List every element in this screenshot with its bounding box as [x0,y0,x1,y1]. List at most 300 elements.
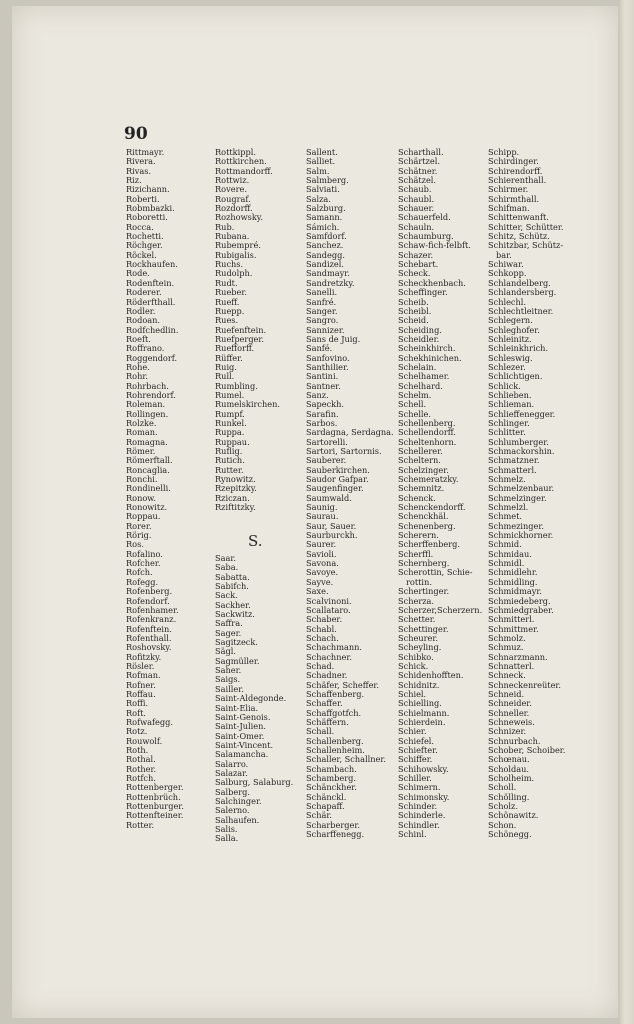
name-entry: Rottenbrüch. [126,791,181,802]
name-entry: Schmidau. [488,548,532,559]
name-entry: Schadner. [306,670,348,681]
name-entry: Schitter, Schütter. [488,221,564,232]
name-entry: Schaller, Schallner. [306,754,386,765]
name-entry: Schidenhofften. [398,670,464,681]
name-entry: Sarbos. [306,417,338,428]
name-entry: Scheffinger. [398,287,448,298]
name-entry: Scheid. [398,315,429,326]
name-entry: Rodenftein. [126,277,175,288]
name-entry: Schad. [306,660,335,671]
name-entry: Schlieman. [488,399,535,410]
name-entry: Saint-Omer. [215,730,265,741]
name-entry: Rull. [215,371,235,382]
name-entry: Rofenthall. [126,632,172,643]
name-entry: Schlinger. [488,417,530,428]
name-entry: Schlechl. [488,296,527,307]
name-entry: Schamberg. [306,773,356,784]
name-entry: Salza. [306,193,331,204]
name-entry: Rueber. [215,287,247,298]
name-entry: Schlieffenegger. [488,408,556,419]
name-column-2 [215,148,280,512]
name-entry: Schettinger. [398,623,449,634]
name-entry: Scharberger. [306,819,360,830]
name-entry: Schekhinichen. [398,352,462,363]
name-entry: Sandizel. [306,259,345,270]
name-entry: Rofner. [126,679,156,690]
name-entry: Schmidlehr. [488,567,538,578]
name-entry: Sayve. [306,576,334,587]
name-entry: Schittenwanft. [488,212,549,223]
name-entry: Rofwafegg. [126,716,173,727]
name-entry: Rofenhamer. [126,604,179,615]
name-entry: Schifman. [488,203,530,214]
name-entry: Schaw-fich-felbft. [398,240,471,251]
name-entry: Rodfchedlin. [126,324,179,335]
name-entry: Rouwolf. [126,735,163,746]
name-entry: Sardagna, Serdagna. [306,427,394,438]
name-entry: Schiwar. [488,259,524,270]
name-entry: Rüffer. [215,352,243,363]
name-entry: Roth. [126,745,149,755]
name-entry: Rofalino. [126,548,163,559]
name-entry: Sagitzeck. [215,637,258,648]
name-entry: Scheinkhirch. [398,343,456,354]
name-entry: Scheiding. [398,324,442,335]
name-entry: Schachner. [306,651,352,662]
name-entry: Schellenberg. [398,417,456,428]
name-entry: Sallent. [306,147,338,157]
name-entry: Saint-Julien. [215,721,266,732]
name-entry: Schlandelberg. [488,277,551,288]
name-entry: Ruefperger. [215,333,265,344]
name-entry: Schlegern. [488,315,533,326]
name-entry: Röckel. [126,249,157,260]
name-entry: Robmbazki. [126,203,175,214]
name-entry: Schmolz. [488,632,526,643]
name-entry: Roggendorf. [126,352,178,363]
name-entry: Schmitterl. [488,614,535,625]
name-entry: Ruppa. [215,427,245,438]
name-entry: Rozdorff. [215,203,253,214]
name-entry: Scherern. [398,530,439,541]
name-entry: Schneid. [488,688,525,699]
name-entry: Rottwiz. [215,175,250,186]
name-entry: Schach. [306,632,339,643]
name-entry: Schemnitz. [398,483,445,494]
name-entry: Rivera. [126,156,156,167]
name-entry: Schäfer, Scheffer. [306,679,380,690]
name-entry: Salarro. [215,758,249,769]
name-entry: Schiel. [398,688,427,699]
name-entry: Schapaff. [306,801,345,812]
name-entry: Scheckhenbach. [398,277,466,288]
name-entry: Rumbling. [215,380,258,391]
name-entry: Ruflig. [215,446,243,456]
name-entry: Schielmann. [398,707,450,718]
name-entry: Schmiedeberg. [488,595,551,606]
name-entry: Rizichann. [126,184,170,195]
name-entry: Schauer. [398,203,435,214]
name-entry: Ros. [126,539,144,550]
name-entry: Savoye. [306,567,339,578]
name-entry: Schabl. [306,623,337,634]
name-entry: Rofitzky. [126,651,162,662]
name-entry: Rofenkranz. [126,614,177,625]
name-entry: Roderer. [126,287,162,298]
name-entry: Rivas. [126,165,152,176]
name-entry: Schimern. [398,782,441,793]
name-entry: Schelzinger. [398,464,449,475]
name-entry: Ronchi. [126,474,158,485]
name-entry: Schär. [306,810,332,821]
name-entry: Schneider. [488,698,532,709]
name-entry: Schlandersberg. [488,287,557,298]
name-entry: Ruppau. [215,436,250,447]
name-entry: Ruefforff. [215,343,255,354]
name-entry: Schleinitz. [488,333,532,344]
name-entry: Schneller. [488,707,530,718]
name-entry: Rofman. [126,670,161,681]
name-entry: Rubempré. [215,240,261,251]
name-entry: Sailler. [215,683,244,694]
name-entry: Riz. [126,175,142,186]
name-entry: Rumelskirchen. [215,399,280,410]
name-entry: Sackher. [215,599,251,610]
name-entry: Ronow. [126,492,156,503]
name-entry: Sager. [215,627,242,638]
name-entry: Sandegg. [306,249,345,260]
name-entry: Scallataro. [306,604,351,615]
name-entry: rottin. [406,576,432,587]
name-entry: Schallenberg. [306,735,364,746]
name-entry: Scholheim. [488,773,535,784]
name-entry: Scholl. [488,782,517,793]
name-entry: Schlick. [488,380,521,391]
name-entry: Schaub. [398,184,432,195]
name-entry: Schmittmer. [488,623,539,634]
name-entry: Rutich. [215,455,245,466]
name-entry: Salazar. [215,767,248,778]
name-entry: Schenenberg. [398,520,456,531]
name-entry: Saunig. [306,502,338,513]
name-entry: Schnurbach. [488,735,541,746]
name-entry: Schiller. [398,773,432,784]
name-entry: Saint-Elia. [215,702,259,713]
name-entry: Rotter. [126,819,155,830]
name-entry: Rofendorf. [126,595,170,606]
name-entry: Ruefenftein. [215,324,267,335]
name-entry: Rorer. [126,520,152,531]
name-entry: Schänckher. [306,782,357,793]
name-entry: Schinderle. [398,810,446,821]
name-entry: Scharthall. [398,147,444,157]
name-entry: Scharffenegg. [306,829,365,840]
name-entry: Schellendorff. [398,427,456,438]
name-entry: Rottmandorff. [215,165,273,176]
name-entry: Schmidl. [488,558,525,569]
name-entry: bar. [496,249,512,260]
name-entry: Salberg. [215,786,250,797]
name-entry: Schemeratzky. [398,474,459,485]
name-column-4 [398,148,482,839]
name-entry: Schebart. [398,259,439,270]
name-entry: Schaber. [306,614,343,625]
name-entry: Scherffl. [398,548,434,559]
name-entry: Schiefter. [398,745,438,755]
name-entry: Schell. [398,399,427,410]
name-entry: Schelain. [398,361,437,372]
name-entry: Rockhaufen. [126,259,178,270]
name-entry: Rotfch. [126,773,156,784]
name-entry: Schenck. [398,492,436,503]
name-entry: Rutter. [215,464,244,475]
name-entry: Roman. [126,427,158,438]
name-entry: Schazer. [398,249,434,260]
name-entry: Rottenfteiner. [126,810,184,821]
name-entry: Rolzke. [126,417,157,428]
name-entry: Schmelzenbaur. [488,483,555,494]
name-entry: Schaffer. [306,698,343,709]
name-entry: Schaumburg. [398,231,454,242]
name-entry: Schertinger. [398,586,450,597]
name-entry: Salla. [215,833,239,844]
name-entry: Schmelzinger. [488,492,547,503]
name-entry: Roncaglia. [126,464,170,475]
name-entry: Schätzel. [398,175,437,186]
page-number: 90 [124,124,148,144]
name-entry: Schallenheim. [306,745,365,755]
name-entry: Saxe. [306,586,329,597]
name-entry: Sapeckh. [306,399,344,410]
name-entry: Scheidler. [398,333,440,344]
name-entry: Salmberg. [306,175,349,186]
name-entry: Roppau. [126,511,161,522]
name-entry: Rochetti. [126,231,164,242]
name-entry: Salliet. [306,156,336,167]
name-entry: Schmidmayr. [488,586,542,597]
name-entry: Rovere. [215,184,247,195]
name-entry: Salzburg. [306,203,346,214]
name-entry: Schelm. [398,389,432,400]
name-entry: Schölling. [488,791,530,802]
name-entry: Schirmer. [488,184,529,195]
name-entry: Rumel. [215,389,245,400]
name-entry: Schierdein. [398,716,446,727]
name-entry: Schambach. [306,763,357,774]
name-entry: Sanfré. [306,296,337,307]
name-entry: Rubigalis. [215,249,257,260]
name-entry: Schauln. [398,221,435,232]
name-entry: Rougraf. [215,193,251,204]
name-entry: Rottkirchen. [215,156,267,167]
name-entry: Scherottin, Schie- [398,567,473,578]
name-entry: Schelhamer. [398,371,450,382]
name-column-2-continued [215,554,293,844]
name-entry: Sans de Juig. [306,333,361,344]
name-entry: Schirmthall. [488,193,540,204]
name-entry: Rottkippl. [215,147,256,157]
name-entry: Scheltenhorn. [398,436,457,447]
name-entry: Schirdinger. [488,156,539,167]
name-entry: Schlieben. [488,389,532,400]
name-entry: Sartorelli. [306,436,348,447]
name-entry: Rottenberger. [126,782,184,793]
name-entry: Rottenburger. [126,801,184,812]
name-entry: Santhilier. [306,361,349,372]
name-entry: Rittmayr. [126,147,165,157]
name-entry: Rohe. [126,361,150,372]
name-entry: Scherzer,Scherzern. [398,604,483,615]
name-entry: Schärtzel. [398,156,440,167]
name-entry: Schätner. [398,165,438,176]
name-entry: Schmet. [488,511,522,522]
name-entry: Rohrbach. [126,380,169,391]
name-entry: Schinl. [398,829,427,840]
name-entry: Roffau. [126,688,156,699]
name-entry: Schaffenberg. [306,688,365,699]
name-entry: Roeft. [126,333,151,344]
name-entry: Schaffgotfch. [306,707,362,718]
name-entry: Rofcher. [126,558,161,569]
name-entry: Schönegg. [488,829,532,840]
name-entry: Schönawitz. [488,810,539,821]
name-entry: Roffi. [126,698,149,709]
name-entry: Sanfé. [306,343,333,354]
name-entry: Schon. [488,819,517,830]
name-entry: Schlitter. [488,427,526,438]
name-entry: Roleman. [126,399,166,410]
name-entry: Schindler. [398,819,440,830]
name-entry: Schänckl. [306,791,347,802]
name-entry: Santini. [306,371,339,382]
name-entry: Rudt. [215,277,238,288]
name-entry: Schneck. [488,670,526,681]
name-entry: Schäffern. [306,716,349,727]
name-entry: Sanelli. [306,287,338,298]
name-entry: Schall. [306,726,335,737]
name-entry: Saint-Genois. [215,711,271,722]
name-entry: Sabatta. [215,571,250,582]
name-entry: Schimonsky. [398,791,450,802]
name-entry: Roberti. [126,193,160,204]
name-entry: Rofenftein. [126,623,172,634]
name-entry: Schneweis. [488,716,535,727]
name-entry: Schinder. [398,801,438,812]
name-entry: Salhaufen. [215,814,260,825]
name-entry: Schenckhäl. [398,511,449,522]
name-entry: Sauberer. [306,455,347,466]
name-entry: Schielling. [398,698,442,709]
name-entry: Schmuz. [488,642,524,653]
name-entry: Saba. [215,562,239,573]
name-entry: Schmid. [488,539,522,550]
name-entry: Schmatterl. [488,464,537,475]
name-entry: Saumwald. [306,492,352,503]
name-entry: Salamancha. [215,749,269,760]
name-entry: Runkel. [215,417,247,428]
name-entry: Schiffer. [398,754,433,765]
name-entry: Rofch. [126,567,153,578]
name-entry: Sauberkirchen. [306,464,370,475]
name-entry: Salchinger. [215,795,262,806]
name-entry: Samann. [306,212,343,223]
name-entry: Schnizer. [488,726,527,737]
name-entry: Schkopp. [488,268,527,279]
name-entry: Rziczan. [215,492,250,503]
name-entry: Schleghofer. [488,324,540,335]
name-entry: Saar. [215,553,236,563]
name-entry: Schibko. [398,651,434,662]
name-entry: Schlezer. [488,361,526,372]
name-entry: Schnarzmann. [488,651,548,662]
name-entry: Salm. [306,165,330,176]
name-entry: Rubana. [215,231,250,242]
name-entry: Schmelzl. [488,502,529,513]
name-entry: Scalvinoni. [306,595,352,606]
name-entry: Rotz. [126,726,148,737]
name-entry: Roft. [126,707,147,718]
name-entry: Saigs. [215,674,241,685]
name-entry: Rodoan. [126,315,161,326]
name-entry: Rothal. [126,754,156,765]
name-entry: Scholdau. [488,763,530,774]
name-entry: Rueff. [215,296,240,307]
name-entry: Rondinelli. [126,483,171,494]
name-entry: Schidnitz. [398,679,440,690]
name-entry: Schelhard. [398,380,443,391]
name-entry: Sack. [215,590,238,601]
name-entry: Schneckenreüter. [488,679,562,690]
name-entry: Sanchez. [306,240,344,251]
name-entry: Saint-Vincent. [215,739,274,750]
name-entry: Saudor Gafpar. [306,474,369,485]
name-entry: Sangro. [306,315,339,326]
name-column-3 [306,148,394,839]
name-entry: Schellerer. [398,446,443,456]
name-entry: Schauerfeld. [398,212,451,223]
name-entry: Saurau. [306,511,339,522]
name-entry: Ronowitz. [126,502,168,513]
name-entry: Rösler. [126,660,155,671]
name-entry: Scherffenberg. [398,539,461,550]
name-entry: Saurer. [306,539,337,550]
name-entry: Rode. [126,268,150,279]
name-entry: Sandretzky. [306,277,355,288]
name-entry: Römerftall. [126,455,173,466]
name-entry: Sanfovino. [306,352,350,363]
name-entry: Rozhowsky. [215,212,263,223]
name-entry: Scheurer. [398,632,438,643]
name-entry: Rofenberg. [126,586,173,597]
name-entry: Schnatterl. [488,660,535,671]
name-entry: Röchger. [126,240,163,251]
name-entry: Schmelz. [488,474,526,485]
name-entry: Schitzbar, Schütz- [488,240,564,251]
name-entry: Scheyling. [398,642,442,653]
name-entry: Schmatzner. [488,455,540,466]
name-entry: Schmiedgraber. [488,604,554,615]
name-entry: Sanger. [306,305,338,316]
name-entry: Sandmayr. [306,268,350,279]
name-entry: Rohrendorf. [126,389,176,400]
name-entry: Scheltern. [398,455,441,466]
book-page [12,6,618,1018]
name-entry: Rohr. [126,371,148,382]
name-entry: Sagmüller. [215,655,260,666]
name-entry: Rother. [126,763,157,774]
name-entry: Samfdorf. [306,231,347,242]
name-entry: Salviati. [306,184,340,195]
